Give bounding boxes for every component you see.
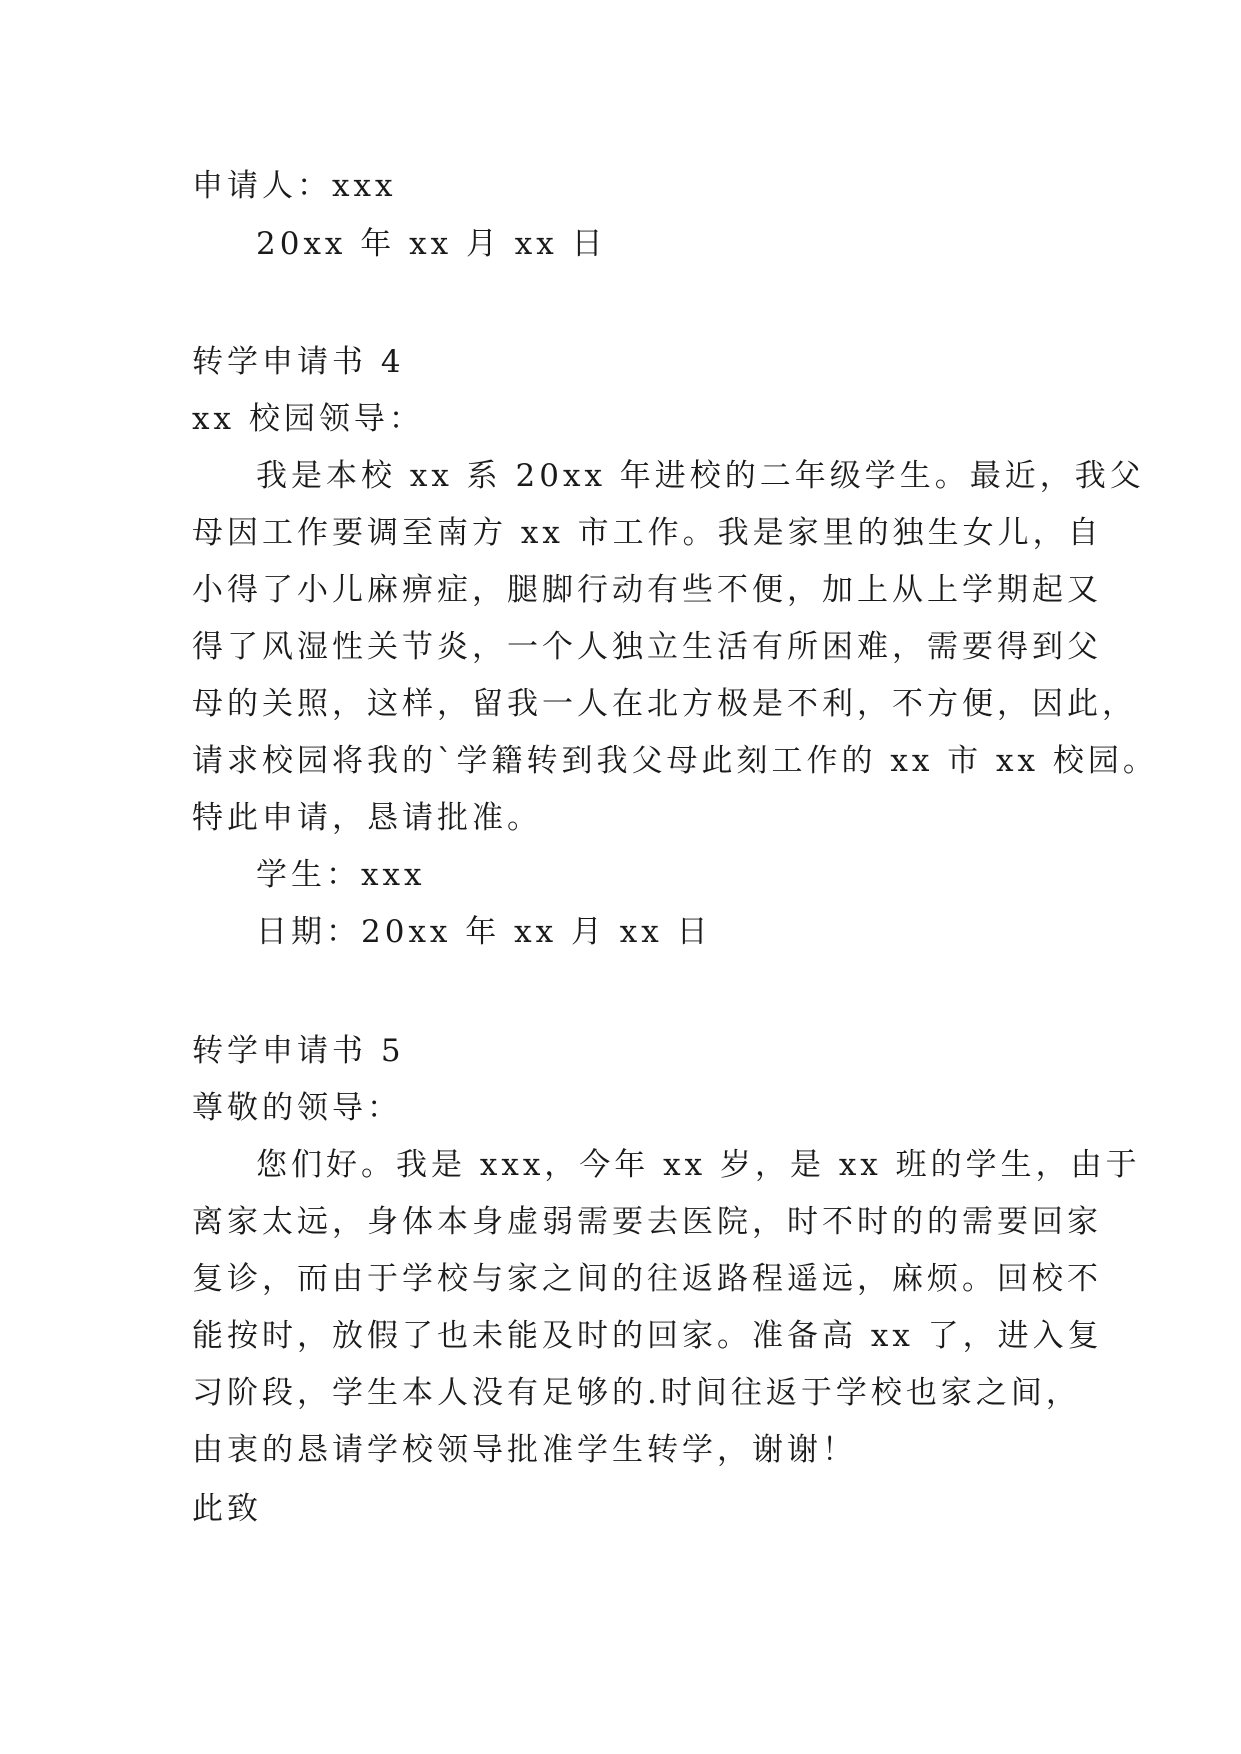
section-5-body-line: 由衷的恳请学校领导批准学生转学，谢谢！: [192, 1432, 857, 1468]
section-4-body-line: 请求校园将我的`学籍转到我父母此刻工作的 xx 市 xx 校园。: [192, 743, 1158, 779]
section-5-title: 转学申请书 5: [192, 1033, 405, 1069]
applicant-signature: 申请人：xxx: [192, 168, 397, 204]
section-4-student-signature: 学生：xxx: [256, 857, 426, 893]
section-4-title: 转学申请书 4: [192, 344, 405, 380]
section-4-date: 日期：20xx 年 xx 月 xx 日: [256, 914, 712, 950]
section-4-body-line: 母的关照，这样，留我一人在北方极是不利，不方便，因此，: [192, 686, 1137, 722]
section-5-body-line: 习阶段，学生本人没有足够的.时间往返于学校也家之间，: [192, 1375, 1081, 1411]
section-5-closing: 此致: [192, 1491, 262, 1527]
section-5-body-line: 您们好。我是 xxx，今年 xx 岁，是 xx 班的学生，由于: [256, 1147, 1141, 1183]
section-5-body-line: 复诊，而由于学校与家之间的往返路程遥远，麻烦。回校不: [192, 1261, 1102, 1297]
section-4-salutation: xx 校园领导：: [192, 401, 424, 437]
section-5-salutation: 尊敬的领导：: [192, 1090, 402, 1126]
section-4-body-line: 得了风湿性关节炎，一个人独立生活有所困难，需要得到父: [192, 629, 1102, 665]
section-4-body-line: 母因工作要调至南方 xx 市工作。我是家里的独生女儿，自: [192, 515, 1103, 551]
section-5-body-line: 能按时，放假了也未能及时的回家。准备高 xx 了，进入复: [192, 1318, 1103, 1354]
section-4-body-line: 小得了小儿麻痹症，腿脚行动有些不便，加上从上学期起又: [192, 572, 1102, 608]
section-4-body-line: 特此申请，恳请批准。: [192, 800, 542, 836]
section-4-body-line: 我是本校 xx 系 20xx 年进校的二年级学生。最近，我父: [256, 458, 1145, 494]
signature-date: 20xx 年 xx 月 xx 日: [256, 226, 607, 262]
section-5-body-line: 离家太远，身体本身虚弱需要去医院，时不时的的需要回家: [192, 1204, 1102, 1240]
